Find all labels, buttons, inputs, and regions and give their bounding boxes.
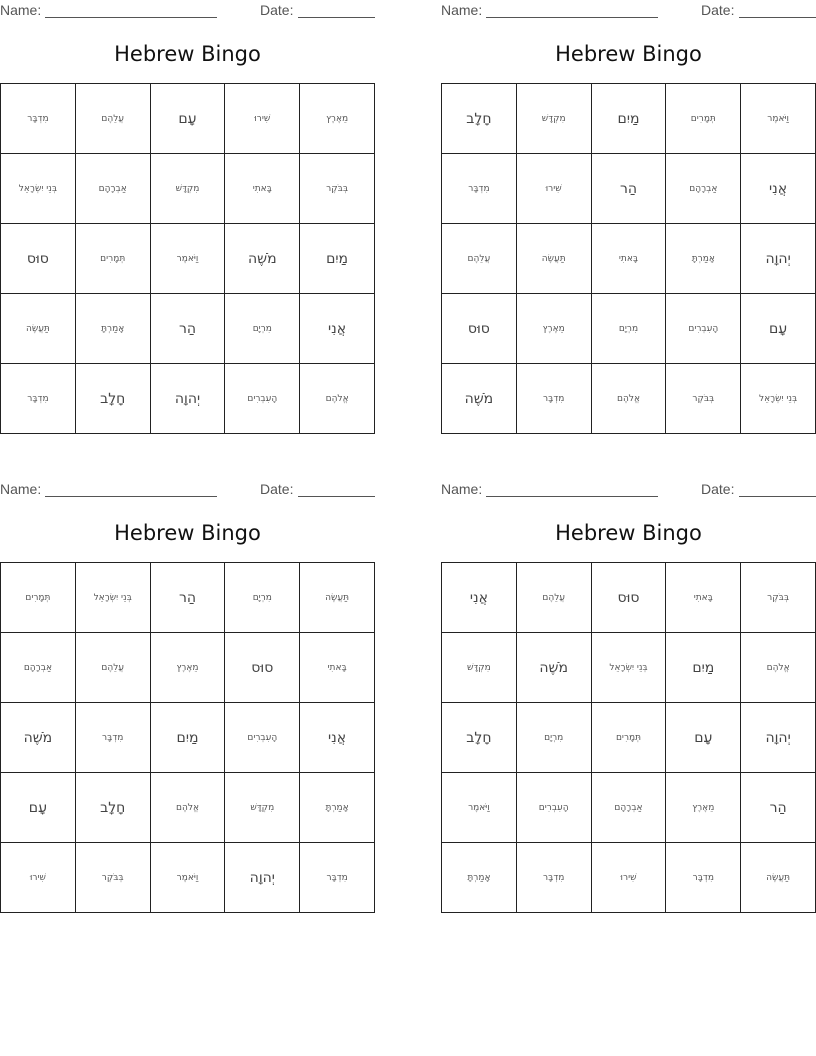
name-date-header <box>0 481 375 501</box>
bingo-cell: אֱלֹהֶם <box>741 633 816 703</box>
card-title: Hebrew Bingo <box>555 521 702 545</box>
bingo-grid <box>0 83 375 434</box>
date-label: Date: <box>260 2 294 18</box>
bingo-cell: מֵאֶרֶץ <box>300 84 375 154</box>
card-title: Hebrew Bingo <box>555 42 702 66</box>
bingo-cell: מֹשֶׁה <box>225 224 300 294</box>
bingo-cell: מִקְדָּשׁ <box>225 773 300 843</box>
name-date-header <box>0 2 375 22</box>
bingo-cell: אָמַרְתָּ <box>666 224 741 294</box>
bingo-cell: מֹשֶׁה <box>1 703 76 773</box>
bingo-cell: עֲלֵהֶם <box>76 84 151 154</box>
bingo-cell: וַיֹּאמֶר <box>741 84 816 154</box>
bingo-cell: מִרְיָם <box>225 294 300 364</box>
bingo-cell: אֲנִי <box>300 294 375 364</box>
bingo-cell: בָּאתִי <box>225 154 300 224</box>
bingo-cell: הַר <box>151 563 226 633</box>
bingo-cell: בָּאתִי <box>592 224 667 294</box>
bingo-cell: אָמַרְתָּ <box>76 294 151 364</box>
bingo-cell: יְהוָה <box>225 843 300 913</box>
bingo-cell: מִדְבָּר <box>76 703 151 773</box>
bingo-cell: חָלָב <box>442 703 517 773</box>
bingo-cell: מֵאֶרֶץ <box>151 633 226 703</box>
bingo-cell: בְּנֵי יִשְׂרָאֵל <box>76 563 151 633</box>
bingo-cell: אָמַרְתָּ <box>300 773 375 843</box>
bingo-cell: תְּמָרִים <box>1 563 76 633</box>
bingo-cell: עָם <box>1 773 76 843</box>
bingo-cell: מֵאֶרֶץ <box>666 773 741 843</box>
bingo-cell: תַּעֲשֶׂה <box>517 224 592 294</box>
bingo-cell: יְהוָה <box>151 364 226 434</box>
bingo-cell: תְּמָרִים <box>76 224 151 294</box>
name-label: Name: <box>441 2 483 18</box>
bingo-cell: אֱלֹהֶם <box>592 364 667 434</box>
bingo-cell: בְּבֹּקֶר <box>300 154 375 224</box>
name-line <box>486 496 658 497</box>
bingo-cell: הַר <box>151 294 226 364</box>
bingo-cell: וַיֹּאמֶר <box>151 224 226 294</box>
bingo-cell: מִקְדָּשׁ <box>442 633 517 703</box>
bingo-cell: מִדְבָּר <box>1 364 76 434</box>
bingo-cell: חָלָב <box>76 364 151 434</box>
bingo-cell: סוּס <box>592 563 667 633</box>
bingo-cell: בְּבֹּקֶר <box>76 843 151 913</box>
bingo-cell: תְּמָרִים <box>592 703 667 773</box>
bingo-cell: מִרְיָם <box>592 294 667 364</box>
bingo-cell: מַיִם <box>300 224 375 294</box>
date-line <box>298 496 375 497</box>
date-line <box>298 17 375 18</box>
bingo-cell: אֱלֹהֶם <box>300 364 375 434</box>
name-line <box>45 17 217 18</box>
bingo-cell: אַבְרָהָם <box>592 773 667 843</box>
bingo-cell: עֲלֵהֶם <box>517 563 592 633</box>
bingo-cell: הָעִבְרִים <box>225 364 300 434</box>
date-line <box>739 496 816 497</box>
bingo-cell: מִקְדָּשׁ <box>151 154 226 224</box>
bingo-cell: הָעִבְרִים <box>666 294 741 364</box>
bingo-cell: תְּמָרִים <box>666 84 741 154</box>
bingo-cell: אַבְרָהָם <box>1 633 76 703</box>
bingo-cell: תַּעֲשֶׂה <box>300 563 375 633</box>
name-label: Name: <box>0 481 42 497</box>
bingo-cell: חָלָב <box>442 84 517 154</box>
bingo-cell: בָּאתִי <box>666 563 741 633</box>
bingo-cell: עָם <box>666 703 741 773</box>
bingo-cell: אָמַרְתָּ <box>442 843 517 913</box>
bingo-cell: שִׁירוּ <box>225 84 300 154</box>
bingo-cell: תַּעֲשֶׂה <box>1 294 76 364</box>
bingo-cell: מִדְבָּר <box>300 843 375 913</box>
name-date-header <box>441 2 816 22</box>
card-title: Hebrew Bingo <box>114 521 261 545</box>
bingo-grid <box>441 562 816 913</box>
bingo-cell: בְּנֵי יִשְׂרָאֵל <box>592 633 667 703</box>
bingo-cell: אֲנִי <box>300 703 375 773</box>
bingo-cell: מִקְדָּשׁ <box>517 84 592 154</box>
bingo-cell: בָּאתִי <box>300 633 375 703</box>
bingo-cell: עֲלֵהֶם <box>76 633 151 703</box>
bingo-cell: הַר <box>741 773 816 843</box>
bingo-cell: מַיִם <box>592 84 667 154</box>
bingo-cell: עֲלֵהֶם <box>442 224 517 294</box>
bingo-cell: מִדְבָּר <box>1 84 76 154</box>
bingo-cell: מִדְבָּר <box>666 843 741 913</box>
bingo-grid <box>0 562 375 913</box>
bingo-card-4 <box>441 479 816 919</box>
bingo-cell: מִדְבָּר <box>517 843 592 913</box>
bingo-cell: מֹשֶׁה <box>517 633 592 703</box>
bingo-cell: אֱלֹהֶם <box>151 773 226 843</box>
bingo-cell: הָעִבְרִים <box>517 773 592 843</box>
bingo-cell: הַר <box>592 154 667 224</box>
bingo-cell: אַבְרָהָם <box>666 154 741 224</box>
bingo-cell: אַבְרָהָם <box>76 154 151 224</box>
bingo-cell: וַיֹּאמֶר <box>442 773 517 843</box>
date-line <box>739 17 816 18</box>
bingo-cell: מִרְיָם <box>517 703 592 773</box>
bingo-grid <box>441 83 816 434</box>
bingo-cell: סוּס <box>442 294 517 364</box>
bingo-cell: יְהוָה <box>741 703 816 773</box>
bingo-cell: עָם <box>151 84 226 154</box>
bingo-cell: מֹשֶׁה <box>442 364 517 434</box>
bingo-card-2 <box>441 0 816 440</box>
name-label: Name: <box>0 2 42 18</box>
bingo-card-3 <box>0 479 375 919</box>
bingo-cell: וַיֹּאמֶר <box>151 843 226 913</box>
bingo-cell: שִׁירוּ <box>1 843 76 913</box>
bingo-cell: בְּבֹּקֶר <box>741 563 816 633</box>
bingo-cell: סוּס <box>1 224 76 294</box>
name-label: Name: <box>441 481 483 497</box>
bingo-cell: עָם <box>741 294 816 364</box>
bingo-cell: בְּנֵי יִשְׂרָאֵל <box>741 364 816 434</box>
bingo-cell: סוּס <box>225 633 300 703</box>
name-line <box>45 496 217 497</box>
bingo-cell: מִרְיָם <box>225 563 300 633</box>
name-line <box>486 17 658 18</box>
bingo-cell: מַיִם <box>151 703 226 773</box>
bingo-cell: יְהוָה <box>741 224 816 294</box>
date-label: Date: <box>701 2 735 18</box>
bingo-cell: מַיִם <box>666 633 741 703</box>
bingo-cell: שִׁירוּ <box>517 154 592 224</box>
bingo-cell: תַּעֲשֶׂה <box>741 843 816 913</box>
bingo-cell: מִדְבָּר <box>517 364 592 434</box>
bingo-cell: חָלָב <box>76 773 151 843</box>
date-label: Date: <box>260 481 294 497</box>
bingo-cell: בְּבֹּקֶר <box>666 364 741 434</box>
bingo-cell: בְּנֵי יִשְׂרָאֵל <box>1 154 76 224</box>
card-title: Hebrew Bingo <box>114 42 261 66</box>
name-date-header <box>441 481 816 501</box>
bingo-cell: אֲנִי <box>442 563 517 633</box>
bingo-cell: אֲנִי <box>741 154 816 224</box>
bingo-cell: הָעִבְרִים <box>225 703 300 773</box>
bingo-cell: שִׁירוּ <box>592 843 667 913</box>
bingo-cell: מִדְבָּר <box>442 154 517 224</box>
bingo-cell: מֵאֶרֶץ <box>517 294 592 364</box>
bingo-card-1 <box>0 0 375 440</box>
date-label: Date: <box>701 481 735 497</box>
